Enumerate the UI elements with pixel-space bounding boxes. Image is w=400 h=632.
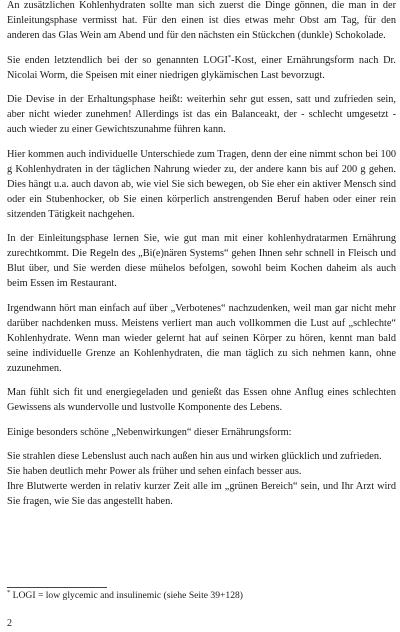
paragraph-carbs-treats: An zusätzlichen Kohlenhydraten sollte man sich zuerst die Dinge gönnen, die man in der Einleitungsphase vermisst hat. Für den einen ist dies etwas mehr Obst am Tag, für den anderen das Glas Wein am Abend und für den nächsten ein Stückchen (dunkle) Schokolade. — [7, 0, 396, 41]
paragraph-introduction-phase: In der Einleitungsphase lernen Sie, wie gut man mit einer kohlenhydratarmen Ernährung zurechtkommt. Die Regeln des „Bi(e)nären Systems“ gehen Ihnen sehr schnell in Fleisch und Blut über, und Sie werden diese mühelos befolgen, sowohl beim Kochen daheim als auch beim Essen im Restaurant. — [7, 233, 396, 289]
footnote-text: LOGI = low glycemic and insulinemic (siehe Seite 39+128) — [10, 590, 244, 601]
paragraph-maintenance-motto: Die Devise in der Erhaltungsphase heißt: weiterhin sehr gut essen, satt und zufrieden sein, aber nicht wieder zunehmen! Allerdings ist das ein Balanceakt, der - schlecht umgesetzt - auch wieder zu einer Gewichtszunahme führen kann. — [7, 94, 396, 135]
footnote — [7, 589, 387, 602]
paragraph-logi — [7, 53, 396, 83]
paragraph-side-effects-intro: Einige besonders schöne „Nebenwirkungen“ dieser Ernährungsform: — [7, 426, 292, 438]
benefit-item: Sie haben deutlich mehr Power als früher und sehen einfach besser aus. — [7, 466, 302, 477]
footnote-reference: * — [227, 53, 232, 61]
body-text — [7, 0, 396, 509]
paragraph-forbidden-foods: Irgendwann hört man einfach auf über „Verbotenes“ nachzudenken, weil man gar nicht mehr darüber nachdenken muss. Meistens verliert man auch vollkommen die Lust auf „schlechte“ Kohlenhydrate. Wenn man wieder gelernt hat auf seinen Körper zu hören, kennt man bald seine individuelle Grenze an Kohlenhydraten, die man täglich zu sich nehmen kann, ohne zuzunehmen. — [7, 302, 396, 374]
logi-text-before: Sie enden letztendlich bei der so genannten LOGI — [7, 54, 228, 66]
paragraph-feel-fit: Man fühlt sich fit und energiegeladen und genießt das Essen ohne Anflug eines schlechten Gewissens als wundervolle und lustvolle Komponente des Lebens. — [7, 387, 396, 413]
benefit-item: Sie strahlen diese Lebenslust auch nach außen hin aus und wirken glücklich und zufrieden. — [7, 451, 382, 462]
paragraph-individual-differences: Hier kommen auch individuelle Unterschiede zum Tragen, denn der eine nimmt schon bei 100 g Kohlenhydraten in der täglichen Nahrung wieder zu, der andere kann bis auf 200 g gehen. Dies hängt u.a. auch davon ab, wie viel Sie sich bewegen, ob Sie eher ein aktiver Mensch sind oder ein Stubenhocker, ob Sie einen körperlich anstrengenden Beruf haben oder einer rein sitzenden Tätigkeit nachgehen. — [7, 148, 396, 220]
benefit-item: Ihre Blutwerte werden in relativ kurzer Zeit alle im „grünen Bereich“ sein, und Ihr Arzt wird Sie fragen, wie Sie das angestellt haben. — [7, 481, 396, 507]
logi-text-after: -Kost, einer Ernährungsform nach Dr. Nicolai Worm, die Speisen mit einer niedrigen glykämischen Last bevorzugt. — [7, 54, 396, 81]
footnote-divider — [7, 587, 107, 588]
page-number: 2 — [7, 618, 12, 629]
footnote-marker: * — [7, 589, 11, 596]
